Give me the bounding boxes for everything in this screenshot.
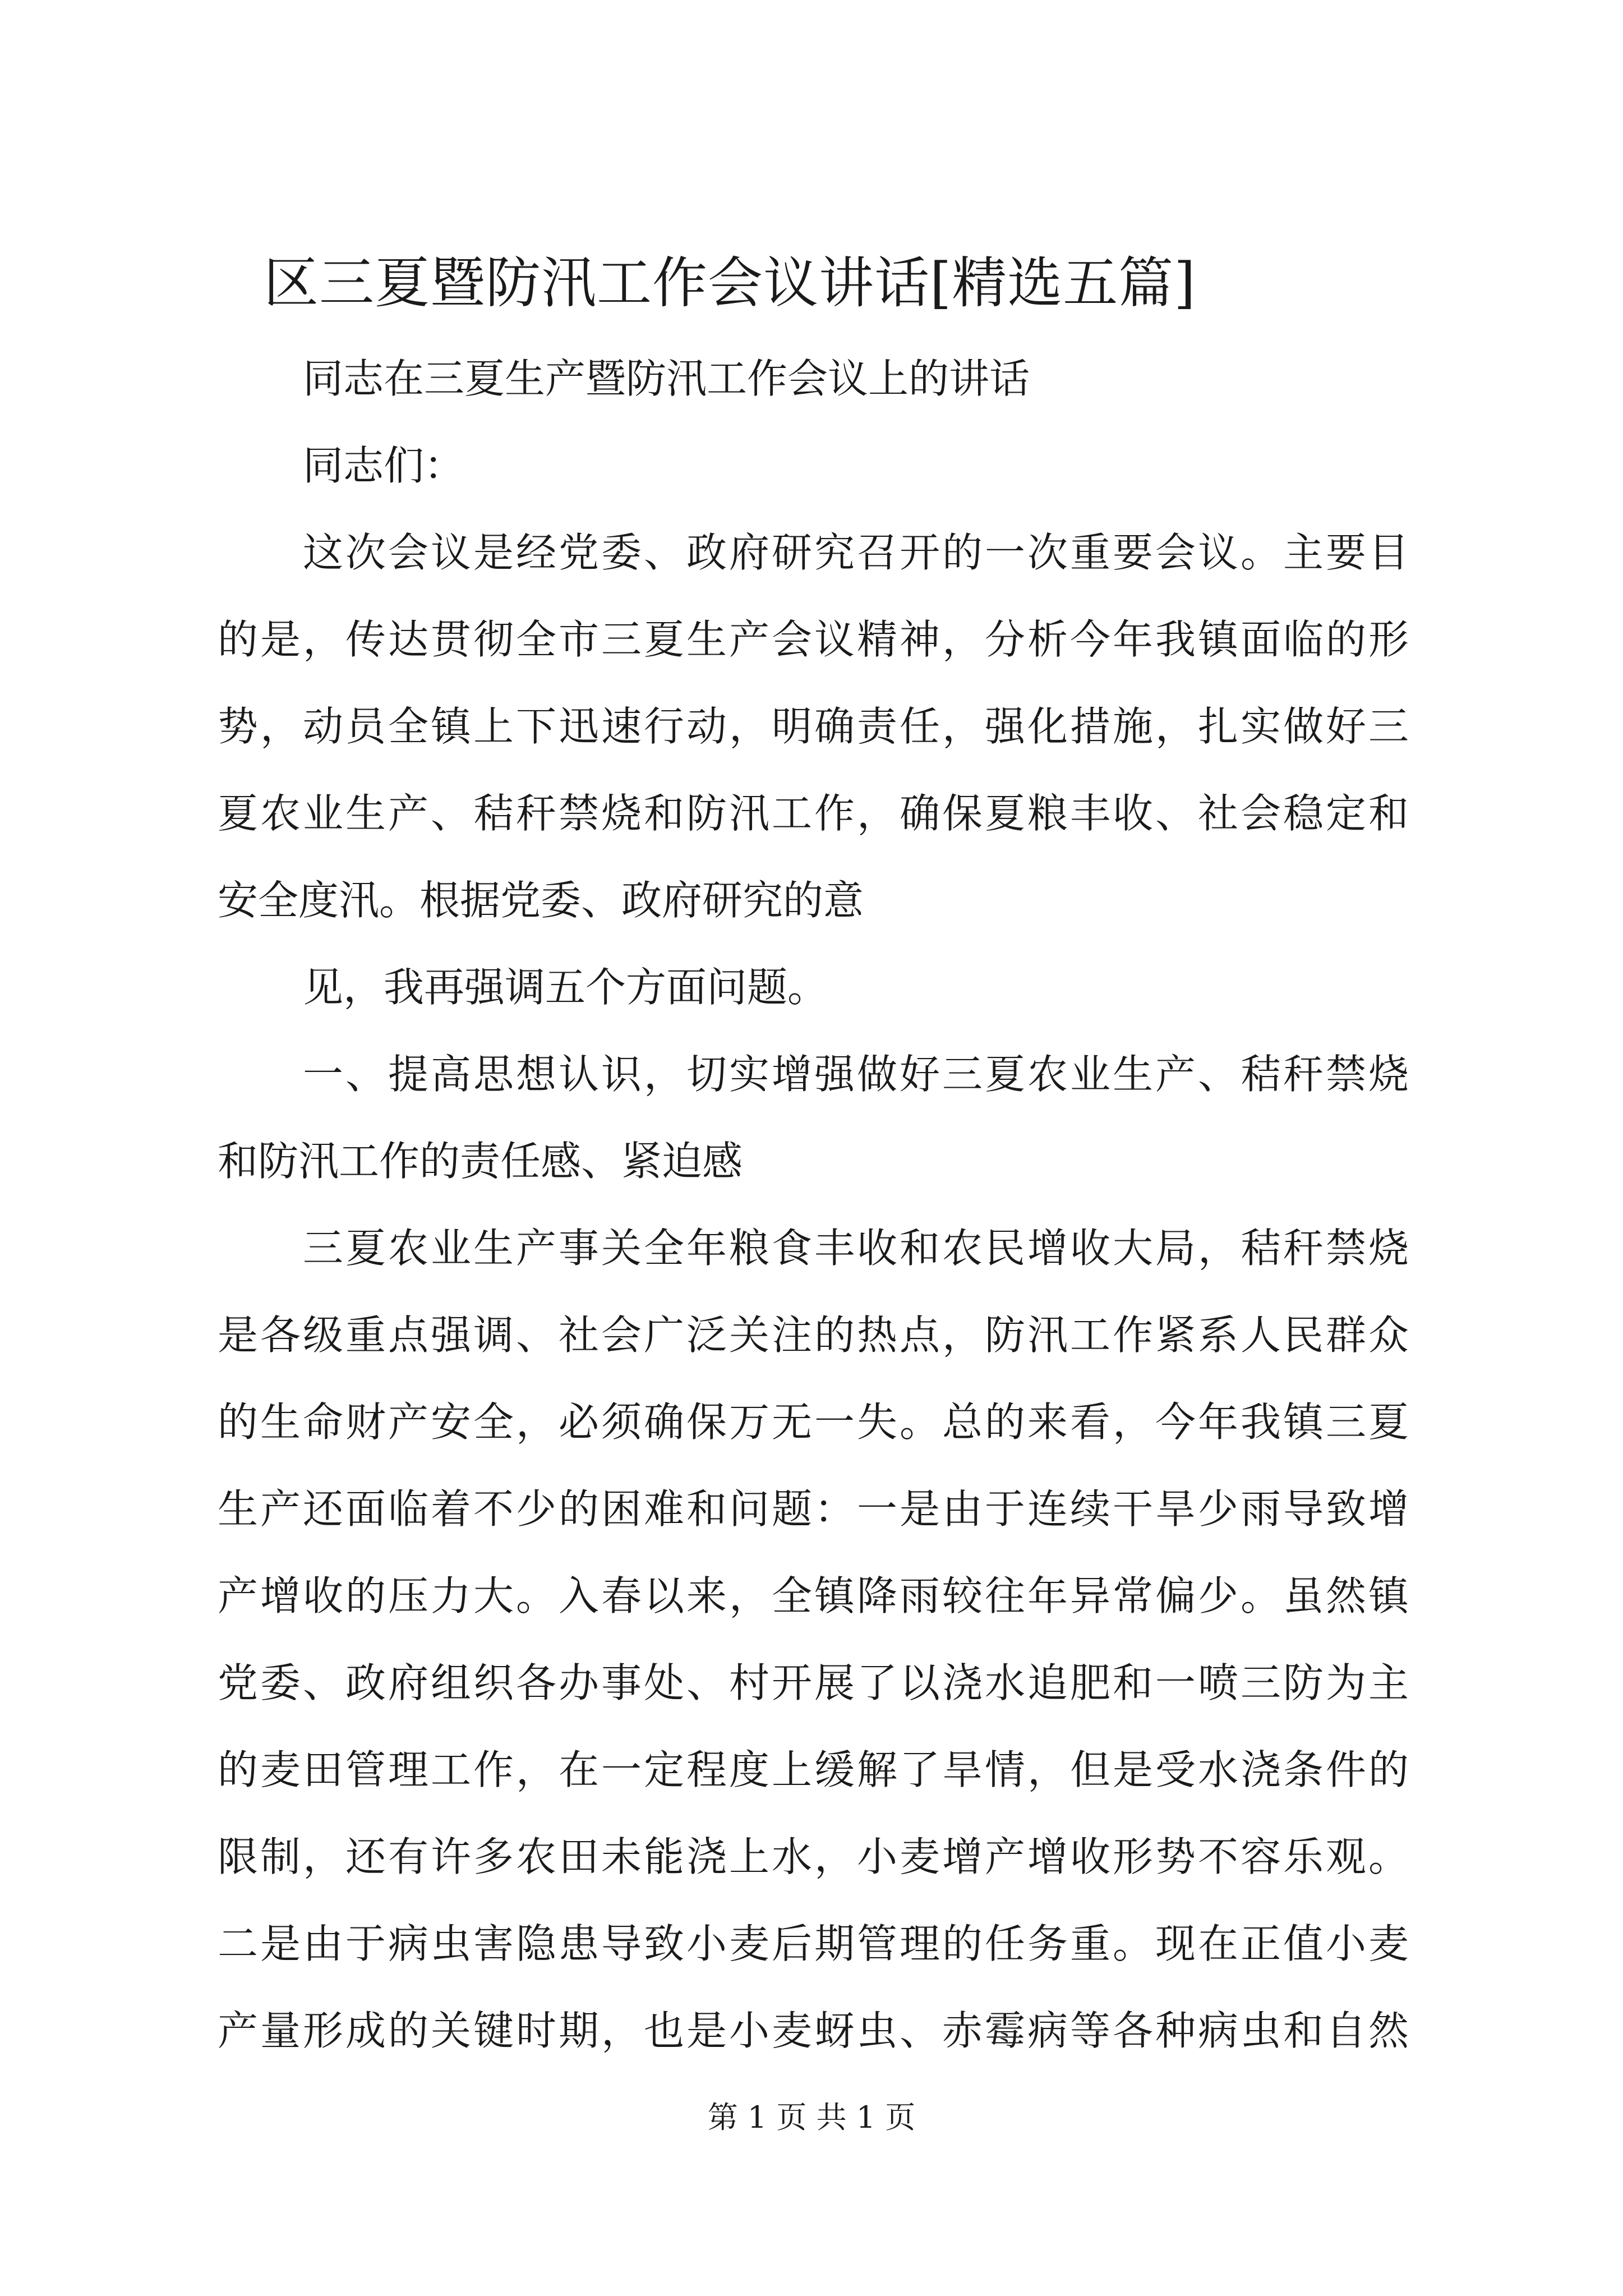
paragraph-line: 是各级重点强调、社会广泛关注的热点，防汛工作紧系人民群众 <box>218 1312 1409 1359</box>
paragraph-line: 二是由于病虫害隐患导致小麦后期管理的任务重。现在正值小麦 <box>218 1920 1409 1967</box>
paragraph-line: 安全度汛。根据党委、政府研究的意 <box>218 877 864 924</box>
paragraph-line: 见，我再强调五个方面问题。 <box>303 964 828 1011</box>
paragraph-line: 这次会议是经党委、政府研究召开的一次重要会议。主要目 <box>303 529 1409 576</box>
speech-heading: 同志在三夏生产暨防汛工作会议上的讲话 <box>303 355 1030 402</box>
paragraph-line: 党委、政府组织各办事处、村开展了以浇水追肥和一喷三防为主 <box>218 1659 1409 1706</box>
salutation: 同志们： <box>303 442 465 489</box>
paragraph-line: 三夏农业生产事关全年粮食丰收和农民增收大局，秸秆禁烧 <box>303 1225 1409 1272</box>
paragraph-line: 产增收的压力大。入春以来，全镇降雨较往年异常偏少。虽然镇 <box>218 1572 1409 1619</box>
paragraph-line: 势，动员全镇上下迅速行动，明确责任，强化措施，扎实做好三 <box>218 703 1409 750</box>
section-heading-line: 和防汛工作的责任感、紧迫感 <box>218 1138 743 1185</box>
paragraph-line: 的是，传达贯彻全市三夏生产会议精神，分析今年我镇面临的形 <box>218 616 1409 663</box>
paragraph-line: 的生命财产安全，必须确保万无一失。总的来看，今年我镇三夏 <box>218 1398 1409 1446</box>
paragraph-line: 的麦田管理工作，在一定程度上缓解了旱情，但是受水浇条件的 <box>218 1746 1409 1793</box>
paragraph-line: 产量形成的关键时期，也是小麦蚜虫、赤霉病等各种病虫和自然 <box>218 2007 1409 2054</box>
paragraph-line: 夏农业生产、秸秆禁烧和防汛工作，确保夏粮丰收、社会稳定和 <box>218 790 1409 837</box>
page-footer: 第 1 页 共 1 页 <box>707 2100 916 2135</box>
paragraph-line: 限制，还有许多农田未能浇上水，小麦增产增收形势不容乐观。 <box>218 1833 1409 1880</box>
paragraph-line: 生产还面临着不少的困难和问题：一是由于连续干旱少雨导致增 <box>218 1485 1409 1533</box>
document-title: 区三夏暨防汛工作会议讲话[精选五篇] <box>264 251 1196 315</box>
section-heading-line: 一、提高思想认识，切实增强做好三夏农业生产、秸秆禁烧 <box>303 1051 1409 1098</box>
